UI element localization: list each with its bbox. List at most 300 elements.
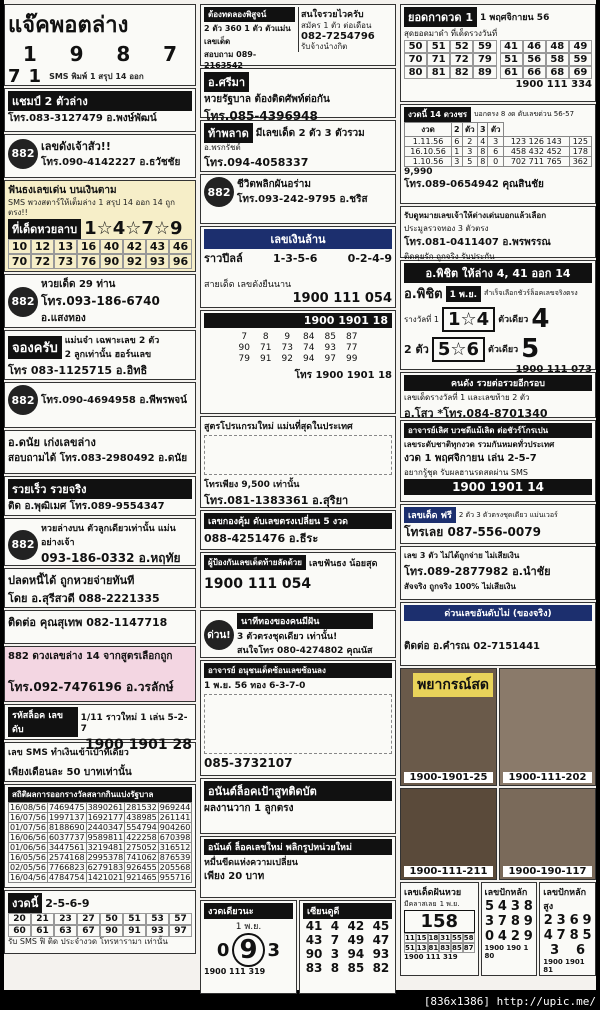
- number-grid: [404, 933, 475, 953]
- 882-badge-icon: 882: [8, 385, 38, 415]
- table-cell: 16/05/56: [10, 853, 46, 862]
- grid-number: 97: [169, 925, 192, 937]
- reserve-box: [4, 330, 196, 380]
- grid-number: 73: [54, 254, 77, 269]
- stats-title: สถิติผลการออกรางวัลสลากกินแบ่งรัฐบาล: [8, 787, 192, 802]
- phone-number: โทร.081-1383361 อ.สุริยา: [204, 494, 349, 507]
- grid-number: 20: [8, 913, 31, 925]
- free-number-box: [400, 504, 596, 544]
- host-photo-ad: [499, 668, 596, 786]
- box-line: เลขเด็ดรางวัลที่ 1 และเลขท้าย 2 ตัว: [404, 393, 530, 402]
- pyramid-number: 92: [281, 354, 293, 364]
- grid-number: 48: [546, 40, 569, 53]
- table-cell: 554794: [126, 823, 157, 832]
- hotline-number: 1900 1901 14: [404, 479, 592, 495]
- row-digit: 42: [347, 919, 365, 933]
- anchor-number-rows: [485, 899, 534, 944]
- box-subtitle: สุดยอดมาดำ ที่เด็ดรวงวันที่: [404, 29, 498, 38]
- sms-note: รับ SMS ฟิ ติด ประจำงวด โทรหารามา เท่านั้น: [8, 937, 168, 946]
- table-cell: 3: [462, 147, 477, 157]
- grid-number: 10: [8, 239, 31, 254]
- grid-number: 79: [473, 53, 496, 66]
- box-title: เลขเงินล้าน: [204, 229, 392, 249]
- phone-number: โทร 1900 1901 18: [294, 370, 392, 381]
- grid-number: 58: [546, 53, 569, 66]
- 882-badge-icon: 882: [8, 139, 38, 169]
- anuchon-box: [200, 660, 396, 776]
- phone-number: โทร.093-186-6740: [41, 294, 160, 308]
- row-digit: 9: [523, 929, 533, 944]
- challenge-box: [200, 120, 396, 172]
- result-table: [404, 122, 592, 167]
- row-digit: 2: [543, 913, 553, 928]
- box-subtitle: บอกตรง 8 งด ดับเลขด่วน 56-57: [474, 110, 575, 118]
- grid-number: 55: [452, 934, 462, 942]
- target-lock-box: [200, 778, 396, 834]
- hotline-number: 1900 111 334: [515, 79, 592, 90]
- golden-minute-box: [200, 610, 396, 658]
- table-cell: 3: [488, 137, 503, 147]
- anchor-number-box: [481, 882, 538, 976]
- box-title: เลขเด็ดฝันหวย: [404, 888, 462, 898]
- box-subtitle: แม่นจ๋า เฉพาะเลข 2 ตัว: [64, 336, 160, 346]
- table-cell: 01/07/56: [10, 823, 46, 832]
- box-subtitle: มีเลขเด็ด 2 ตัว 3 ตัวรวม: [255, 127, 365, 139]
- box-title: รวยเร็ว รวยจริง: [8, 479, 192, 499]
- grid-number: 15: [416, 934, 427, 942]
- team-photo-ad: [499, 788, 596, 880]
- pyramid-number: 93: [324, 343, 336, 353]
- grid-number: 49: [569, 40, 592, 53]
- price-note: โทรเพียง 9,500 เท่านั้น: [204, 480, 300, 490]
- table-cell: 422258: [126, 833, 157, 842]
- grid-number: 42: [123, 239, 146, 254]
- table-cell: 0: [488, 157, 503, 167]
- hotline-number: 1900 190 1 80: [484, 944, 529, 960]
- table-cell: 458 432 452: [503, 147, 569, 157]
- grid-number: 51: [500, 53, 523, 66]
- row-digit: 83: [305, 961, 323, 975]
- row-digit: 6: [569, 913, 579, 928]
- pyramid-number: 73: [281, 343, 293, 353]
- hotline-number: 1900-111-211: [404, 866, 493, 877]
- hotline-number: 1900 111 054: [292, 291, 392, 306]
- grid-number: 12: [31, 239, 54, 254]
- number-chart-image: [204, 694, 392, 754]
- table-cell: 362: [569, 157, 591, 167]
- row-digit: 7: [497, 914, 507, 929]
- box-title: หวยล่างบน ตัวลูกเดียวเท่านั้น แม่นอย่างเจ้า: [41, 524, 176, 548]
- table-row: [9, 813, 192, 823]
- table-cell: 16/07/56: [10, 813, 46, 822]
- box-title: เลขปักหลัก: [484, 888, 528, 898]
- box-tag: อยากรู้ชุด รับผลฮานรดสดผ่าน SMS: [404, 468, 528, 477]
- digit: 3: [267, 939, 281, 961]
- table-cell: 4784754: [48, 873, 85, 882]
- phone-number: โทร.090-4694958 อ.พีพรพจน์: [41, 394, 187, 406]
- result-table-image: [204, 435, 392, 475]
- box-title: เลขเด็ด ฟรี: [404, 507, 456, 523]
- hotline-number: 1900 1901 81: [543, 958, 585, 974]
- grid-number: 59: [569, 53, 592, 66]
- number-row: [303, 919, 392, 933]
- draw-digits: 0-2-4-9: [347, 251, 392, 265]
- row-digit: 5: [582, 928, 592, 943]
- table-row: [9, 803, 192, 813]
- box-title: ยอดกาดวด 1: [404, 7, 477, 27]
- box-title: อนันต์ ล็อคเลขใหม่ พลิกรูปหน่วยใหม่: [204, 839, 392, 855]
- table-cell: 16/04/56: [10, 873, 46, 882]
- row-digit: 3: [510, 899, 520, 914]
- phone-number: 088-4251476 อ.ธีระ: [204, 532, 319, 545]
- pyramid-number: 7: [241, 332, 248, 342]
- row-digit: 3: [556, 913, 566, 928]
- grid-number: 81: [427, 66, 450, 79]
- table-cell: 8: [478, 157, 488, 167]
- featured-number: 158: [404, 910, 475, 933]
- pyramid-number: 97: [324, 354, 336, 364]
- table-row: [405, 147, 592, 157]
- table-cell: 281532: [126, 803, 157, 812]
- table-cell: 178: [569, 147, 591, 157]
- contact-box: [4, 610, 196, 644]
- box-title: รับดูหมายเลขเจ้าให้ต่างเด่นบอกแล้วเลือก: [404, 211, 547, 220]
- grid-number: 96: [169, 254, 192, 269]
- row-digit: 6: [576, 943, 586, 958]
- table-cell: 1997137: [48, 813, 85, 822]
- grid-number: 91: [123, 925, 146, 937]
- grid-number: 61: [500, 66, 523, 79]
- pyramid-number: 84: [303, 332, 315, 342]
- table-cell: 702 711 765: [503, 157, 569, 167]
- phone-number: โทร.083-3127479 อ.พงษ์พัฒน์: [8, 113, 157, 124]
- grid-number: 50: [100, 913, 123, 925]
- box-tag: สัจจริง ถูกจริง 100% ไม่เสียเงิน: [404, 582, 516, 591]
- number-row: [543, 913, 592, 928]
- hotline-number: 1900 1901 28: [84, 737, 192, 753]
- digit: 0: [216, 939, 230, 961]
- row-digit: 4: [543, 928, 553, 943]
- row-digit: 3: [330, 947, 340, 961]
- row-digit: 94: [347, 947, 365, 961]
- middle-column: [200, 4, 396, 994]
- row-digit: 3: [484, 914, 494, 929]
- hotline-number: 1900-190-117: [503, 866, 592, 877]
- box-line: สำเร็จเลือกชัวร์ล็อคเลขจริงตรง: [484, 289, 578, 297]
- box-line: หวยรัฐบาล ต้องติดศัพท์ต่อกัน: [204, 94, 330, 105]
- number-row: [543, 928, 592, 943]
- srima-box: [200, 68, 396, 123]
- image-watermark: [836x1386] http://upic.me/: [423, 995, 596, 1008]
- number-row: [485, 914, 534, 929]
- draw-digits: 1-3-5-6: [273, 251, 318, 265]
- grid-number: 58: [463, 934, 474, 942]
- group-photo-ad: [400, 788, 497, 880]
- box-title: สูตรโปรแกรมใหม่ แม่นที่สุดในประเทศ: [204, 422, 353, 432]
- table-cell: 16/06/56: [10, 833, 46, 842]
- phone-number: ติดต่อ คุณสุเทพ 082-1147718: [8, 616, 168, 629]
- expert-box: [299, 900, 396, 994]
- grid-number: 40: [100, 239, 123, 254]
- grid-number: 90: [100, 925, 123, 937]
- box-title: งวดนี้ 14 ดวงชร: [404, 107, 471, 122]
- box-subtitle: เลขฟันธง น้อยสุด: [308, 558, 378, 569]
- box-subtitle: 2 ตัว 360 1 ตัว ตัวแม่นเลขเด็ด: [204, 24, 291, 46]
- urgent-badge-icon: ด่วน!: [204, 620, 234, 650]
- table-header: ตัว: [462, 123, 477, 137]
- customer-box: [400, 206, 596, 261]
- danai-box: [4, 430, 196, 474]
- number-row: [303, 947, 392, 961]
- table-cell: 921465: [126, 873, 157, 882]
- table-cell: 275052: [126, 843, 157, 852]
- box-title: 882 ดวงเลขล่าง 14 จากสูตรเลือกถูก: [8, 651, 173, 662]
- grid-number: 27: [77, 913, 100, 925]
- row-digit: 82: [372, 961, 390, 975]
- page-title: แจ๊คพอตล่าง: [8, 13, 129, 38]
- row-digit: 4: [497, 929, 507, 944]
- grid-number: 43: [146, 239, 169, 254]
- grid-number: 50: [404, 40, 427, 53]
- prove-box: [200, 4, 396, 70]
- contact-name: อ.พิชิต: [404, 287, 443, 302]
- row-digit: 49: [347, 933, 365, 947]
- table-cell: 926455: [126, 863, 157, 872]
- row-digit: 85: [347, 961, 365, 975]
- box-title: เลขกองคุ้ม ดับเลขตรงเปลี่ยน 5 งวด: [204, 513, 392, 529]
- box-line: 1 พ.ย. 56 ทอง 6-3-7-0: [204, 681, 306, 691]
- table-cell: 16.10.56: [405, 147, 452, 157]
- grid-number: 56: [523, 53, 546, 66]
- table-cell: 904260: [159, 823, 191, 832]
- box-subtitle: หมื่นขีดแห่งความเปลี่ยน: [204, 858, 298, 868]
- no-pay-box: [400, 546, 596, 600]
- hotline-number: 1900 1901 18: [204, 313, 392, 328]
- phone-number: โทร.090-4142227 อ.ธวัชชัย: [41, 157, 181, 168]
- grid-number: 18: [428, 934, 439, 942]
- number-grid: [500, 40, 593, 79]
- table-cell: 2: [462, 137, 477, 147]
- row-digit: 8: [569, 928, 579, 943]
- big-digit: 4: [531, 304, 550, 334]
- table-cell: 1.10.56: [405, 157, 452, 167]
- phone-number: โทร.085-4396948: [204, 109, 318, 123]
- box-line: เลข SMS ทำเงินเข้าเป้าทีเดียว: [8, 748, 129, 758]
- number-row: [543, 943, 592, 958]
- row-digit: 90: [305, 947, 323, 961]
- table-row: [9, 833, 192, 843]
- row-digit: 43: [305, 933, 323, 947]
- box-title: อ.ดนัย เก่งเลขล่าง: [8, 436, 96, 449]
- number-grid: [404, 40, 497, 79]
- grid-number: 81: [428, 944, 439, 952]
- grid-number: 93: [146, 254, 169, 269]
- high-anchor-box: [539, 882, 596, 976]
- table-cell: 955716: [159, 873, 191, 882]
- box-subtitle: 2 ตัว 3 ตัวตรงชุดเดียว แม่นเวอร์: [458, 510, 558, 519]
- contact-name: อ.ศรีมา: [204, 72, 249, 92]
- table-row: [9, 823, 192, 833]
- draw-info: งวด 1 พฤศจิกายน เล่น 2-5-7: [404, 453, 537, 464]
- champion-box: [4, 88, 196, 132]
- pyramid-number: 71: [260, 343, 272, 353]
- box-title: อาจารย์ อนุชนเด็ดซ้อนเลขซ้อนลง: [204, 663, 392, 678]
- famous-rich-box: [400, 372, 596, 418]
- grid-number: 89: [473, 66, 496, 79]
- grid-number: 70: [404, 53, 427, 66]
- pyramid-number: 91: [260, 354, 272, 364]
- jackpot-header-box: [4, 4, 196, 86]
- row-digit: 9: [582, 913, 592, 928]
- pyramid-number: 77: [346, 343, 358, 353]
- box-title: สนใจรวยไวครับ: [301, 10, 364, 20]
- million-number-box: [200, 226, 396, 308]
- phone-number: สอบถามได้ โทร.083-2980492 อ.ดนัย: [8, 453, 188, 464]
- draw-number: 9: [69, 42, 84, 66]
- grid-number: 51: [405, 944, 415, 952]
- grid-number: 85: [452, 944, 462, 952]
- box-label: รหัสล็อค เลขดับ: [8, 707, 78, 737]
- 882-badge-icon: 882: [204, 177, 234, 207]
- table-cell: 2574168: [48, 853, 85, 862]
- grid-number: 93: [146, 925, 169, 937]
- digit: 9: [232, 933, 264, 967]
- table-cell: 6: [452, 137, 462, 147]
- box-title: อนันต์ล็อคเป้าสูทติดบัต: [204, 781, 392, 801]
- row-digit: 4: [497, 899, 507, 914]
- row-digit: 41: [305, 919, 323, 933]
- box-line: เลข 3 ตัว ไม่ได้ถูกจ่าย ไม่เสียเงิน: [404, 551, 520, 560]
- 882-badge-icon: 882: [8, 287, 38, 317]
- pyramid-number: 87: [346, 332, 358, 342]
- box-tag: รับจ้างนำงกิต: [301, 42, 348, 51]
- pyramid-number: 9: [284, 332, 291, 342]
- box-label: 2 ตัว: [404, 343, 429, 356]
- grid-number: 71: [427, 53, 450, 66]
- pyramid-number: 94: [303, 354, 315, 364]
- pyramid-number: 99: [346, 354, 358, 364]
- grid-number: 16: [77, 239, 100, 254]
- number-pyramid: [234, 332, 362, 364]
- phone-number: โดย อ.สุรีสวดี 088-2221335: [8, 592, 160, 605]
- row-digit: 93: [372, 947, 390, 961]
- debt-free-box: [4, 568, 196, 608]
- box-tag: สายเด็ด เลขดังยืนนาน: [204, 280, 292, 290]
- grid-number: 76: [77, 254, 100, 269]
- number-grid: [8, 239, 192, 269]
- box-tag: ตัวเดียว: [498, 315, 529, 325]
- famous-number-box: [4, 134, 196, 178]
- phone-number: สอบถาม 089-2163542: [204, 50, 257, 70]
- grid-number: 13: [416, 944, 427, 952]
- row-digit: 8: [330, 961, 340, 975]
- phone-number: ติด อ.พุฒิเมศ โทร.089-9554347: [8, 501, 165, 512]
- grid-number: 82: [450, 66, 473, 79]
- table-cell: 125: [569, 137, 591, 147]
- pyramid-number: 8: [262, 332, 269, 342]
- draw-number: 7: [163, 42, 178, 66]
- table-cell: 261141: [159, 813, 191, 822]
- box-title: ปลดหนี้ได้ ถูกหวยจ่ายทันที: [8, 574, 135, 587]
- phone-number: 093-186-0332 อ.หฤทัย: [41, 551, 181, 565]
- grid-number: 72: [450, 53, 473, 66]
- grid-number: 31: [440, 934, 450, 942]
- table-cell: 16/08/56: [10, 803, 46, 812]
- photo-ad-row-2: [400, 788, 596, 880]
- pyramid-number: 85: [324, 332, 336, 342]
- pyramid-number: 79: [238, 354, 250, 364]
- table-cell: 1: [452, 147, 462, 157]
- table-header: งวด: [405, 123, 452, 137]
- pichit-box: [400, 260, 596, 375]
- row-digit: 4: [330, 919, 340, 933]
- bottom-mid-row: [200, 900, 396, 994]
- number-row: [303, 961, 392, 975]
- box-tag: ตัวเดียว: [488, 345, 519, 355]
- table-row: [405, 157, 592, 167]
- grid-number: 60: [8, 925, 31, 937]
- protector-box: [200, 552, 396, 608]
- box-title: หวยเด็ด 29 ท่าน: [41, 279, 116, 290]
- pyramid-box: [200, 310, 396, 414]
- starred-numbers: 5☆6: [432, 337, 485, 362]
- grid-number: 21: [31, 913, 54, 925]
- table-cell: 969244: [159, 803, 191, 812]
- expert-number-rows: [303, 919, 392, 975]
- row-digit: 7: [556, 928, 566, 943]
- phone-number: โทร.089-2877982 อ.นำชัย: [404, 565, 551, 578]
- grid-number: 63: [54, 925, 77, 937]
- grid-number: 52: [450, 40, 473, 53]
- draw-date: 1 พฤศจิกายน 56: [479, 13, 550, 23]
- table-row: [9, 853, 192, 863]
- draw-number: 8: [116, 42, 131, 66]
- box-label: มีคลาสเลย: [404, 900, 437, 908]
- row-digit: 7: [330, 933, 340, 947]
- grid-number: 57: [169, 913, 192, 925]
- phone-number: โทร.094-4058337: [204, 156, 309, 169]
- formula-box: [4, 646, 196, 702]
- table-cell: 4: [478, 137, 488, 147]
- hotline-number: 1900-1901-25: [404, 772, 493, 783]
- table-row: [9, 843, 192, 853]
- box-title: จองครับ: [8, 336, 62, 359]
- rich-fast-box: [4, 476, 196, 516]
- table-cell: 7469475: [48, 803, 85, 812]
- box-subtitle: เลขระดับชาติทุกงวด รวมกันหมดทั่วประเทศ: [404, 440, 555, 449]
- row-digit: 47: [372, 933, 390, 947]
- table-cell: 02/05/56: [10, 863, 46, 872]
- table-cell: 9589811: [87, 833, 124, 842]
- number-row: [485, 929, 534, 944]
- box-title: อ.พิชิต ให้ล่าง 4, 41 ออก 14: [404, 263, 592, 283]
- grid-number: 46: [523, 40, 546, 53]
- starred-number-box: [4, 180, 196, 272]
- grid-number: 61: [31, 925, 54, 937]
- grid-number: 67: [77, 925, 100, 937]
- row-digit: 8: [510, 914, 520, 929]
- table-cell: 8188690: [48, 823, 85, 832]
- table-header: 3: [478, 123, 488, 137]
- table-cell: 876539: [159, 853, 191, 862]
- box-title: แชมป์ 2 ตัวล่าง: [8, 91, 192, 111]
- row-digit: 3: [550, 943, 560, 958]
- grid-number: 23: [54, 913, 77, 925]
- table-cell: 3219481: [87, 843, 124, 852]
- phone-number: 085-3732107: [204, 756, 293, 770]
- box-tag: ติดคุยรัก ถูกจริง รับประกัน: [404, 252, 495, 261]
- contact-name: อ.พรกรัชต์: [204, 143, 241, 152]
